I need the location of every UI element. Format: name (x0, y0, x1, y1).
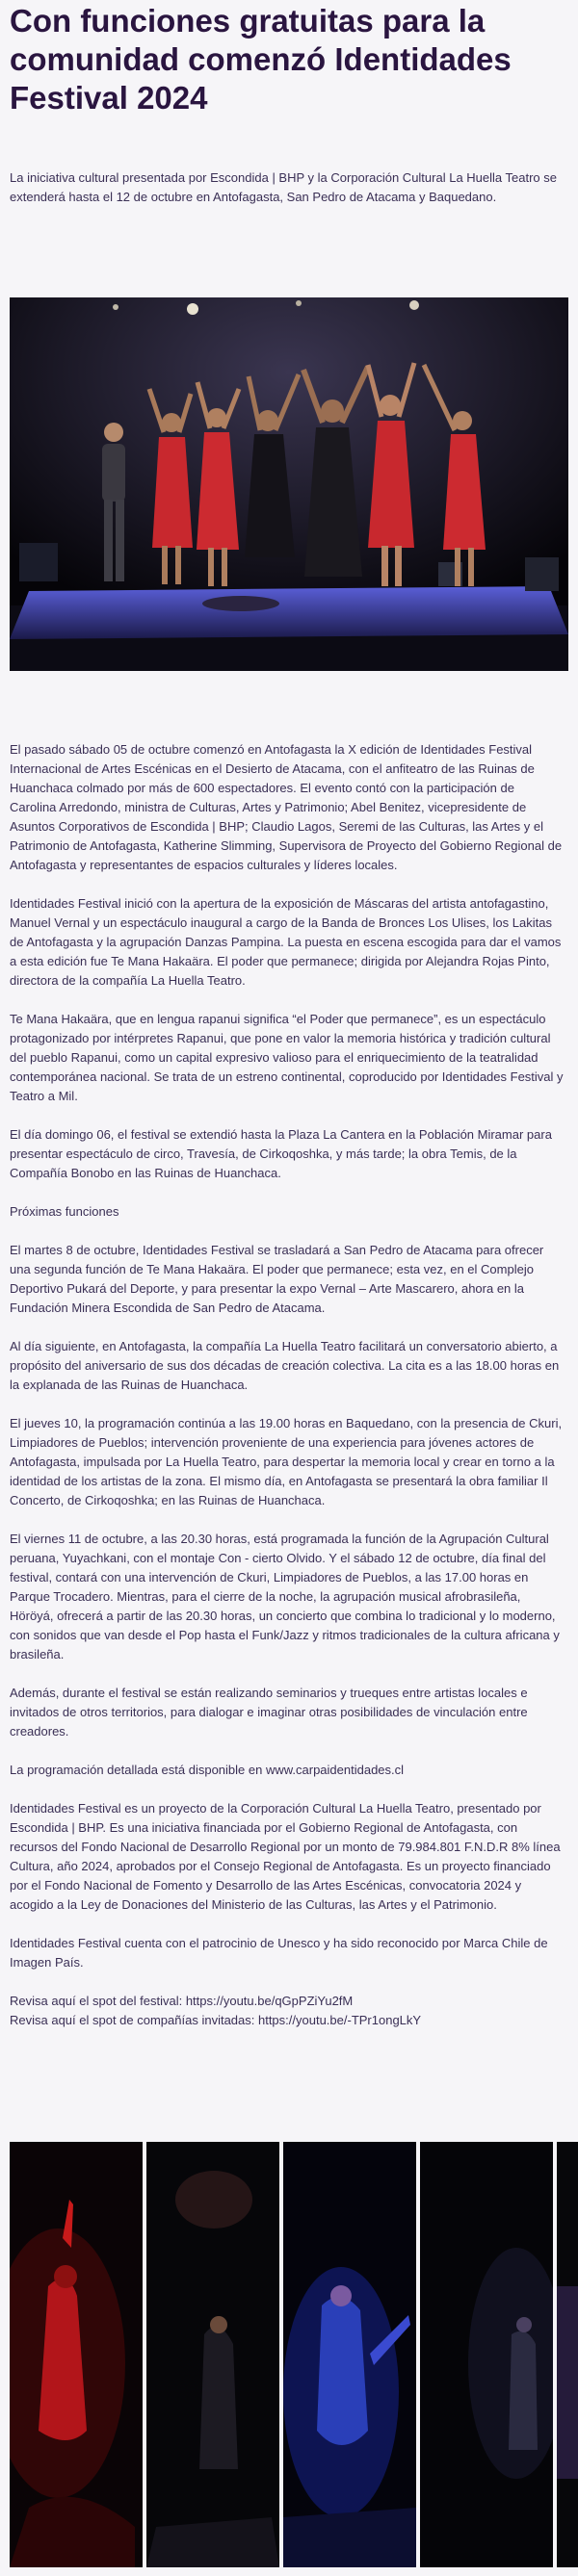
program-link-text[interactable]: La programación detallada está disponible en www.carpaidentidades.cl (10, 1763, 405, 1777)
paragraph-10: Además, durante el festival se están realizando seminarios y trueques entre artistas locales e invitados de otros territorios, para dialogar e imaginar otras posibilidades de vinculación entre creadores. (10, 1686, 528, 1739)
paragraph-1: El pasado sábado 05 de octubre comenzó en Antofagasta la X edición de Identidades Festival Internacional de Artes Escénicas en el Desierto de Atacama, con el anfiteatro de las Ruinas de Huanchaca colmado por más de 600 espectadores. El evento contó con la participación de Carolina Arredondo, ministra de Culturas, Artes y Patrimonio; Abel Benitez, vicepresidente de Asuntos Corporativos de Escondida | BHP; Claudio Lagos, Seremi de las Culturas, las Artes y el Patrimonio de Antofagasta, Katherine Slimming, Supervisora de Proyecto del Gobierno Regional de Antofagasta y representantes de espacios culturales y líderes locales. (10, 742, 563, 872)
paragraph-6: El martes 8 de octubre, Identidades Festival se trasladará a San Pedro de Atacama para ofrecer una segunda función de Te Mana Hakaära. El poder que permanece; esta vez, en el Complejo Deportivo Pukará del Deporte, y para presentar la expo Vernal – Arte Mascarero, ahora en la Fundación Minera Escondida de San Pedro de Atacama. (10, 1243, 544, 1315)
article-lead: La iniciativa cultural presentada por Escondida | BHP y la Corporación Cultural La Huella Teatro se extenderá hasta el 12 de octubre en Antofagasta, San Pedro de Atacama y Baquedano. (10, 170, 557, 204)
companies-spot-link[interactable]: Revisa aquí el spot de compañías invitadas: https://youtu.be/-TPr1ongLkY (10, 2013, 422, 2027)
paragraph-3: Te Mana Hakaära, que en lengua rapanui significa “el Poder que permanece”, es un espectáculo protagonizado por intérpretes Rapanui, que pone en valor la memoria histórica y tradición cultural del pueblo Rapanui, como un capital expresivo valioso para el enriquecimiento de la teatralidad contemporánea nacional. Se trata de un estreno continental, coproducido por Identidades Festival y Teatro a Mil. (10, 1012, 564, 1103)
gallery-item-2[interactable] (146, 2142, 279, 2567)
gallery-item-5[interactable] (557, 2142, 578, 2567)
dancer-red-light-photo (10, 2142, 143, 2567)
paragraph-13: Identidades Festival cuenta con el patrocinio de Unesco y ha sido reconocido por Marca Chile de Imagen País. (10, 1936, 548, 1970)
hero-photo (10, 297, 568, 671)
performer-silhouette-photo (420, 2142, 553, 2567)
photo-gallery (10, 2142, 578, 2567)
performer-edge-photo (557, 2142, 578, 2567)
article-title: Con funciones gratuitas para la comunidad comenzó Identidades Festival 2024 (10, 3, 512, 116)
performer-dark-stage-photo (146, 2142, 279, 2567)
article-body (10, 740, 564, 2030)
paragraph-4: El día domingo 06, el festival se extendió hasta la Plaza La Cantera en la Población Miramar para presentar espectáculo de circo, Travesía, de Cirkoqoshka, y más tarde; la obra Temis, de la Compañía Bonobo en las Ruinas de Huanchaca. (10, 1127, 552, 1180)
paragraph-7: Al día siguiente, en Antofagasta, la compañía La Huella Teatro facilitará un conversatorio abierto, a propósito del aniversario de sus dos décadas de creación colectiva. La cita es a las 18.00 horas en la explanada de las Ruinas de Huanchaca. (10, 1339, 560, 1392)
gallery-item-3[interactable] (283, 2142, 416, 2567)
section-heading-proximas-funciones: Próximas funciones (10, 1204, 119, 1219)
gallery-item-1[interactable] (10, 2142, 143, 2567)
paragraph-9: El viernes 11 de octubre, a las 20.30 horas, está programada la función de la Agrupación Cultural peruana, Yuyachkani, con el montaje Con - cierto Olvido. Y el sábado 12 de octubre, día final del festival, contará con una intervención de Ckuri, Limpiadores de Pueblos, a las 17.00 horas en Parque Trocadero. Mientras, para el cierre de la noche, la agrupación musical afrobrasileña, Höröyá, ofrecerá a partir de las 20.30 horas, un concierto que combina lo tradicional y lo moderno, con sonidos que van desde el Pop hasta el Funk/Jazz y ritmos tradicionales de la cultura africana y brasileña. (10, 1532, 560, 1662)
performer-blue-light-photo (283, 2142, 416, 2567)
gallery-item-4[interactable] (420, 2142, 553, 2567)
paragraph-12: Identidades Festival es un proyecto de la Corporación Cultural La Huella Teatro, presentado por Escondida | BHP. Es una iniciativa financiada por el Gobierno Regional de Antofagasta, con recursos del Fondo Nacional de Desarrollo Regional por un monto de 79.984.801 F.N.D.R 8% línea Cultura, año 2024, aprobados por el Consejo Regional de Antofagasta. Es un proyecto financiado por el Fondo Nacional de Fomento y Desarrollo de las Artes Escénicas, convocatoria 2024 y acogido a la Ley de Donaciones del Ministerio de las Culturas, las Artes y el Patrimonio. (10, 1801, 561, 1912)
paragraph-2: Identidades Festival inició con la apertura de la exposición de Máscaras del artista antofagastino, Manuel Vernal y un espectáculo inaugural a cargo de la Banda de Bronces Los Ulises, los Lakitas de Antofagasta y la agrupación Danzas Pampina. La puesta en escena escogida para dar el vamos a esta edición fue Te Mana Hakaära. El poder que permanece; dirigida por Alejandra Rojas Pinto, directora de la compañía La Huella Teatro. (10, 896, 562, 988)
paragraph-8: El jueves 10, la programación continúa a las 19.00 horas en Baquedano, con la presencia de Ckuri, Limpiadores de Pueblos; intervención proveniente de una experiencia para jóvenes actores de Antofagasta, impulsada por La Huella Teatro, para despertar la memoria local y crear en torno a la identidad de los artistas de la zona. El mismo día, en Antofagasta se presentará la obra familiar Il Concerto, de Cirkoqoshka; en las Ruinas de Huanchaca. (10, 1416, 563, 1507)
festival-spot-link[interactable]: Revisa aquí el spot del festival: https://youtu.be/qGpPZiYu2fM (10, 1994, 354, 2008)
stage-performers-photo (10, 297, 568, 671)
